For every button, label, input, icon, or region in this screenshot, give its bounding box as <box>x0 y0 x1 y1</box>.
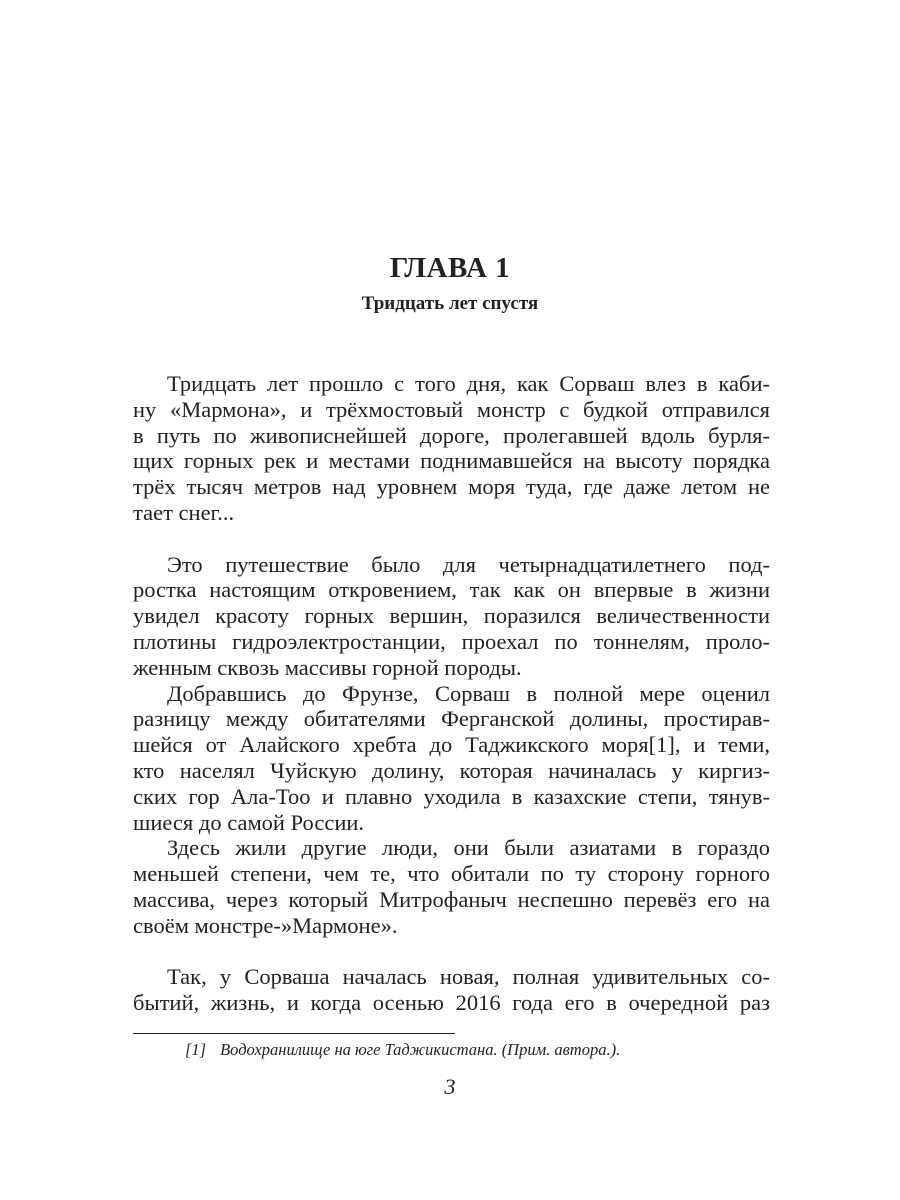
text-line: тает снег... <box>133 499 235 525</box>
paragraph <box>133 835 770 938</box>
page-number: 3 <box>444 1074 456 1099</box>
text-line: щих горных рек и местами поднимавшейся на высоту порядка <box>133 448 770 474</box>
text-line: разницу между обитателями Ферганской долины, простирав- <box>133 706 770 732</box>
text-line: Добравшись до Фрунзе, Сорваш в полной мере оценил <box>167 680 770 706</box>
text-line: шиеся до самой России. <box>133 809 365 835</box>
text-line: Это путешествие было для четырнадцатилетнего под- <box>167 551 770 577</box>
text-line: ростка настоящим откровением, так как он впервые в жизни <box>133 577 770 603</box>
footnote-mark: [1] <box>185 1040 207 1059</box>
text-line: увидел красоту горных вершин, поразился величественности <box>133 603 770 629</box>
text-line: женным сквозь массивы горной породы. <box>133 654 522 680</box>
chapter-title: ГЛАВА 1 <box>389 252 511 284</box>
text-line: массива, через который Митрофаныч неспешно перевёз его на <box>133 886 770 912</box>
text-line: ну «Мармона», и трёхмостовый монстр с будкой отправился <box>133 396 770 422</box>
paragraph <box>133 964 770 1016</box>
text-line: своём монстре-»Мармоне». <box>133 912 398 938</box>
text-line: Так, у Сорваша началась новая, полная удивительных со- <box>167 964 770 990</box>
paragraph <box>133 681 770 836</box>
text-line: меньшей степени, чем те, что обитали по ту сторону горного <box>133 861 770 887</box>
text-line: в путь по живописнейшей дороге, пролегавшей вдоль бурля- <box>133 422 770 448</box>
text-line: кто населял Чуйскую долину, которая начиналась у киргиз- <box>133 757 770 783</box>
text-line: бытий, жизнь, и когда осенью 2016 года его в очередной раз <box>133 990 770 1016</box>
paragraph <box>133 371 770 526</box>
text-line: плотины гидроэлектростанции, проехал по тоннелям, проло- <box>133 628 770 654</box>
text-line: шейся от Алайского хребта до Таджикского моря[1], и теми, <box>133 732 770 758</box>
body-text <box>133 371 770 1016</box>
text-line: трёх тысяч метров над уровнем моря туда, где даже летом не <box>133 474 770 500</box>
text-line: ских гор Ала-Тоо и плавно уходила в казахские степи, тянув- <box>133 783 770 809</box>
footnote-divider <box>133 1033 455 1034</box>
text-line: Тридцать лет прошло с того дня, как Сорваш влез в каби- <box>167 371 770 396</box>
footnote-text: Водохранилище на юге Таджикистана. (Прим. автора.). <box>220 1040 621 1059</box>
paragraph <box>133 552 770 681</box>
chapter-subtitle: Тридцать лет спустя <box>361 293 539 314</box>
text-line: Здесь жили другие люди, они были азиатами в гораздо <box>167 835 770 861</box>
footnote <box>185 1040 620 1060</box>
